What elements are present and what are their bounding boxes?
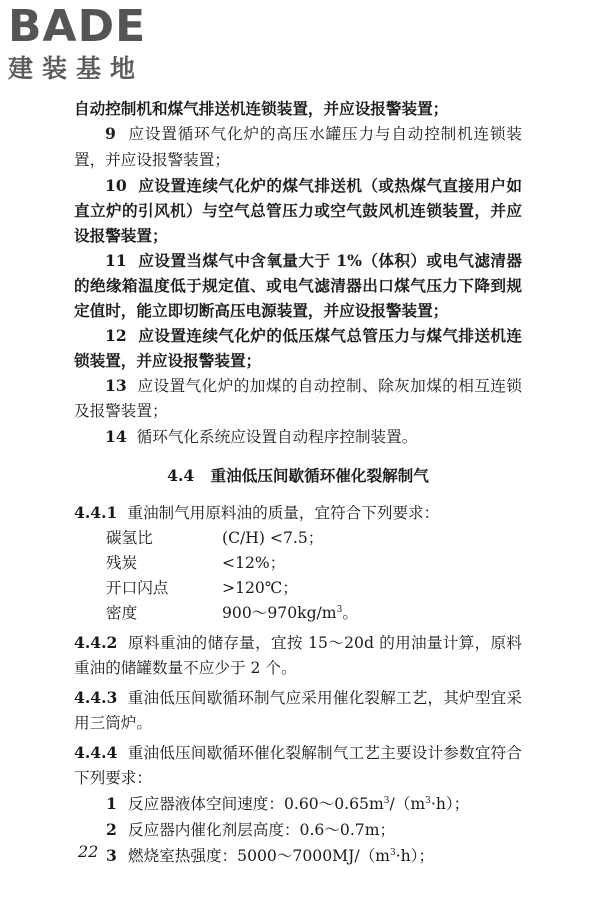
clause-10 [74,173,522,248]
clause-11 [74,248,522,323]
item-number: 2 [106,820,117,839]
superscript: 3 [383,795,390,806]
clause-number: 4.4.4 [74,743,118,762]
section-number: 4.4 [167,466,195,485]
param-key: 开口闪点 [106,579,169,597]
clause-text: 应设置循环气化炉的高压水罐压力与自动控制机连锁装置，并应设报警装置； [74,125,522,169]
param-row [74,551,522,576]
clause-text: 应设置连续气化炉的低压煤气总管压力与煤气排送机连锁装置，并应设报警装置； [74,326,522,370]
superscript: 3 [389,847,396,858]
item-text: 反应器内催化剂层高度：0.6～0.7m； [128,821,396,839]
logo-subtitle: 建装基地 [8,54,145,83]
clause-4-4-1 [74,500,522,526]
item-text: ·h）； [430,795,470,813]
logo-wordmark: BADE [8,1,147,52]
item-number: 1 [106,794,117,813]
param-row [74,601,522,626]
superscript: 3 [425,795,431,806]
superscript: 3 [336,604,343,615]
clause-number: 12 [105,326,127,345]
clause-text: 重油制气用原料油的质量，宜符合下列要求： [127,504,440,522]
clause-4-4-3 [74,685,522,736]
clause-number: 11 [105,251,127,270]
clause-4-4-4 [74,740,522,791]
clause-number: 4.4.2 [74,633,118,652]
item-text: ·h）； [395,847,435,865]
param-row [74,576,522,601]
param-value: <12%； [222,554,286,572]
param-value: >120℃； [222,579,298,597]
clause-9 [74,121,522,173]
param-row [74,526,522,551]
logo [8,1,147,84]
document-body [74,96,522,869]
clause-number: 14 [105,427,127,446]
clause-text: 循环气化系统应设置自动程序控制装置。 [136,428,418,446]
item-text: /（m [389,795,426,813]
clause-text: 原料重油的储存量，宜按 15～20d 的用油量计算，原料重油的储罐数量不应少于 2 个。 [74,634,522,677]
clause-4-4-2 [74,630,522,681]
param-item-3 [74,843,522,869]
clause-number: 4.4.1 [74,503,118,522]
item-text: 反应器液体空间速度：0.60～0.65m [128,795,384,813]
clause-number: 10 [105,176,127,195]
clause-text: 应设置气化炉的加煤的自动控制、除灰加煤的相互连锁及报警装置； [74,377,522,420]
density-value: 900～970kg/m [222,604,337,622]
clause-13 [74,373,522,424]
param-value [222,601,522,626]
clause-12 [74,323,522,373]
item-text: 燃烧室热强度：5000～7000MJ/（m [128,847,390,865]
clause-text: 重油低压间歇循环制气应采用催化裂解工艺，其炉型宜采用三筒炉。 [74,689,522,732]
section-title: 重油低压间歇循环催化裂解制气 [210,466,429,485]
param-key: 残炭 [106,554,138,572]
clause-number: 9 [105,124,116,143]
item-number: 3 [106,846,117,865]
clause-text: 应设置连续气化炉的煤气排送机（或热煤气直接用户如直立炉的引风机）与空气总管压力或空气鼓风机连锁装置，并应设报警装置； [74,176,522,245]
param-value: (C/H) <7.5； [222,529,324,547]
page-number: 22 [78,842,99,861]
clause-number: 13 [105,376,127,395]
clause-text: 重油低压间歇循环催化裂解制气工艺主要设计参数宜符合下列要求： [74,744,522,787]
param-key: 碳氢比 [106,529,153,547]
section-heading [74,463,522,488]
clause-text: 应设置当煤气中含氧量大于 1%（体积）或电气滤清器的绝缘箱温度低于规定值、或电气滤清器出口煤气压力下降到规定值时，能立即切断高压电源装置，并应设报警装置； [74,251,522,320]
density-end: 。 [342,604,358,622]
param-item-1 [74,791,522,817]
clause-14 [74,424,522,450]
clause-8-tail: 自动控制机和煤气排送机连锁装置，并应设报警装置； [74,99,449,118]
param-key: 密度 [106,604,138,622]
param-item-2 [74,817,522,843]
clause-number: 4.4.3 [74,688,118,707]
